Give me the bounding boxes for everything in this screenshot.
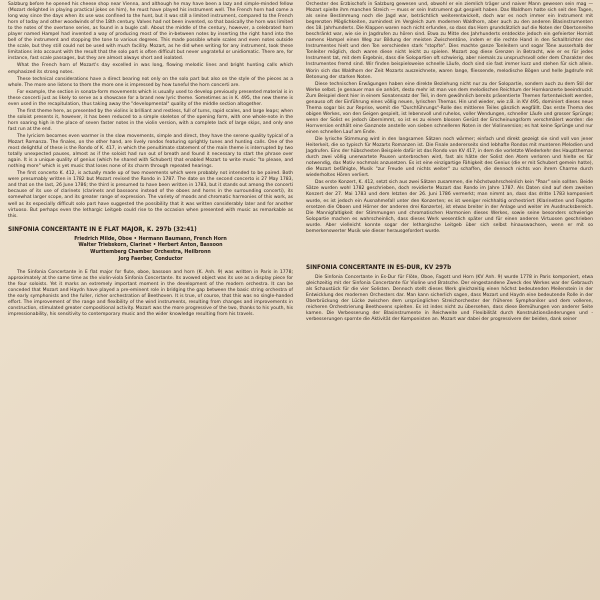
intro-paragraph: Diese technischen Erwägungen haben eine direkte Beziehung nicht nur zu der Solopartie, sondern auch zu dem Stil der Werke selbst. Je genauer man sie anhört, desto mehr ist man von dem melodischen Reichtum der Hornkonzerte beeindruckt. Zum Beispiel dient hier in einem Sonatensatz der Teil, in dem gewöhnlich bereits präsentierte Themen fortentwickelt werden, genauso oft der Einführung eines völlig neuen, lyrischen Themas. Hin und wieder, wie z.B. in KV 495, dominiert dieses neue Thema sogar bis zur Reprise, womit die "Durchführungs"-Rolle des mittleren Teiles gänzlich wegfällt. Das erste Thema des obigen Werkes, von den Geigen gespielt, ist lebensvoll und ruhelos, voller Wendungen, schneller Läufe und grosser Sprünge; wenn der Solist es jedoch übernimmt, so ist es zu einem blossen Gerüst der Erscheinungsform verschmälert worden: die Hornversion enthält eine Ganznote anstelle von sieben schnelleren Noten in der Violinversion; es hat keine Sprünge und nur einen schnellen Lauf am Ende. [306, 81, 593, 135]
english-column [8, 2, 293, 319]
body-paragraph: Die Sinfonia Concertante in Es-Dur für Flöte, Oboe, Fagott und Horn (KV Anh. 9) wurde 1778 in Paris komponiert, etwa gleichzeitig mit der Sinfonia Concertante für Violine und Bratsche. Der eingestandene Zweck des Werkes war der Gebrauch als Schaustück für die vier Solisten. Dennoch stellt dieses Werk gleichzeitig einen höchst bedeutenden Meilenstein in der Entwicklung des modernen Orchesters dar. Man kann sicherlich sagen, dass Mozart und Haydn eine bedeutende Rolle in der Überbrückung der Lücke zwischen dem ursprünglichen Streichorchester der früheren Symphoniker und dem volleren, reicheren Orchestrierung Beethovens spielten. Es ist indes nicht zu übersehen, dass diese Bemühungen von anderer Seite kamen. Die Verbesserung der Blasinstrumente in Reichweite und Flexibilität durch Konstruktionsänderungen und -verbesserungen spornte die Aktivität der Komponisten an. Mozart war dabei der progressivere der beiden, dank seiner [306, 274, 593, 323]
credit-line: Jorg Faerber, Conductor [118, 257, 183, 263]
intro-paragraph: Orchester des Erzbischofs in Salzburg gewesen und, obwohl er ein ziemlich träger und naiver Mann gewesen sein mag — Mozart spielte ihm manchen Streich — muss er sein Instrument gut gespielt haben. Das Waldhorn hatte sich seit den Tagen, als seine Bestimmung noch die Jagd war, beträchtlich weiterentwickelt, doch war es noch immer ein Instrument mit begrenzten Möglichkeiten, zumindest im Vergleich zum modernen Waldhorn, aber auch zu den anderen Blasinstrumenten des 18. Jahrhunderts. Die Klappen waren noch nicht erfunden, so dass das Horn grundsätzlich auf die Noten der Obertonreihe beschränkt war, wie sie in Jagdrufen zu hören sind. Etwa zu Mitte des Jahrhunderts entdeckte jedoch ein gefeierter Hornist namens Hampel einen Weg zur Bildung der meisten Zwischentöne, indem er die rechte Hand in den Schalltrichter des Instrumentes hielt und den Ton verschieden stark "stopfte". Dies machte ganze Tonleitern und sogar Töne ausserhalb der Tonleiter möglich, doch waren diese nicht leicht zu spielen. Mozart zog diese Grenzen in Betracht, wie er es für jedes Instrument tat, mit dem Ergebnis, dass die Solopartien oft schwierig, aber niemals zu unspruchsvoll oder dem Charakter des Instrumentes fremd sind. Wir finden beispielsweise schnelle Läufe, doch sind sie fast immer kurz und stehen für sich allein. Worin sich das Waldhorn der Zeit Mozarts auszeichnete, waren lange, fliessende, melodische Bögen und helle Jagdrufe mit Betonung der starken Noten. [306, 2, 593, 80]
section-spacer [306, 236, 593, 258]
section-heading: SINFONIA CONCERTANTE IN ES-DUR, KV 297b [306, 264, 452, 271]
intro-paragraph: The first concerto K. 412, is actually made up of two movements which were probably not intended to be paired. Both were presumably written in 1782 but Mozart revised the Rondo in 1787. The date on the second concerto is 27 May 1783, and that on the last, 26 June 1786; the third is presumed to have been written in 1783, but it stands out among the concerti because of its use of clarinets (clarinets and bassoons instead of the oboes and horns in the surrounding concerti), its somewhat larger scope, and its greater range of expression. The variety of moods and chromatic harmonies of this work, as well as its especially difficult solo part have suggested the possibility that it was written considerably later and for another virtuoso. But perhaps even the lethargic Leitgeb could rise to the occasion when presented with music as remarkable as this. [8, 171, 293, 219]
intro-paragraph: What the French horn of Mozart's day excelled in was long, flowing melodic lines and bright hunting calls which emphasized its strong notes. [8, 63, 293, 75]
german-column [306, 2, 593, 324]
intro-paragraph: Die lyrische Stimmung wird in den langsamen Sätzen noch wärmer; einfach und direkt gezeigt sie sind voll von jener Heiterkeit, die so typisch für Mozarts Romanzen ist. Die Finale andererseits sind lebhafte Rondos mit munteren Melodien und Jagdrufen. Eins der hübschesten Beispiele dafür ist das Rondo von KV 417, in dem die vorletzte Wiederkehr des Hauptthemas durch zwei völlig unerwartete Pausen unterbrochen wird, fast als hätte der Solist den Atem verloren und hielte es für notwendig, das Motiv nochmals anzusetzen. Es ist eine einzigartige Fähigkeit des Genius (die er mit Schubert gemein hatte), die Mozart befähigte, Musik "zur Freude und nichts weiter" zu schaffen, die dennoch nichts von ihrem Charme durch wiederholtes Hören verliert. [306, 137, 593, 179]
body-paragraph: The Sinfonia Concertante in E flat major for flute, oboe, bassoon and horn (K. Anh. 9) was written in Paris in 1778; approximately at the same time as the violin-viola Sinfonia Concertante. Its avowed object was its use as a display piece for the four soloists. Yet it marks an extremely important moment in the development of the modern orchestra. It can be conceded that Mozart and Haydn have played a pre-eminent role in bridging the gap between the basic string orchestra of the early symphonists and the fuller, richer orchestration of Beethoven. It is true, of course, that this was no single-handed effort. The improvement of the range and flexibility of the wind instruments, resulting from changes and improvements in construction, stimulated greater compositional activity. Mozart was the more progressive of the two, thanks to his youth, his impressionability, his sensitivity to contemporary music and the wider knowledge resulting from his travels. [8, 269, 293, 318]
performer-credits [8, 237, 293, 264]
credit-line: Walter Triebskorn, Clarinet • Herbert Anton, Bassoon [78, 243, 223, 249]
intro-paragraph: Salzburg before he opened his cheese shop near Vienna, and although he may have been a lazy and simple-minded fellow (Mozart delighted in playing practical jokes on him), he must have played his instrument well. The French horn had come a long way since the days when its use was confined to the hunt, but it was still a limited instrument, compared to the French horn of today and other woodwinds of the 18th century. Valves had not been invented, so that basically the horn was limited to the notes of the overtone series, as found in a bugle call. About the middle of the century, however, a celebrated horn player named Hampel had invented a way of producing most of the in-between notes by inserting the right hand into the bell of the instrument and stopping the tone to various degrees. This made possible whole scales and even notes outside the scale, but they still could not be used with much facility. Mozart, as he did when writing for any instrument, took these limitations into account with the result that the solo part is often difficult but never ungrateful or unidiomatic. There are, for instance, fast scale passages, but they are almost always short and isolated. [8, 2, 293, 62]
credit-line: Wurttemberg Chamber Orchestra, Heilbronn [90, 250, 211, 256]
intro-paragraph: Das erste Konzert, K. 412, setzt sich aus zwei Sätzen zusammen, die höchstwahrscheinlich kein "Paar" sein sollten. Beide Sätze wurden wohl 1782 geschrieben, doch revidierte Mozart das Rondo im Jahre 1787. Als Daten sind auf dem zweiten Konzert der 27. Mai 1783 und dem letzten der 26. Juni 1786 vermerkt; man nimmt an, dass das dritte 1783 komponiert wurde, es ist jedoch ein Ausnahmefall unter den Konzerten; es ist weniger reichhaltig orchestriert (Klarinetten und Fagotte ersetzen die Oboen und Hörner der anderen drei Konzerte), ist etwas breiter in der Anlage und weiter im Ausdrucksbereich. Die Mannigfaltigkeit der Stimmungen und chromatischen Harmonien dieses Werkes, sowie seine besonders schwierige Solopartie machen es wahrscheinlich, dass dieses Werk wesentlich später und für einen anderen Virtuosen geschrieben wurde. Aber vielleicht konnte sogar der lethargische Leitgeb über sich selbst hinauswachsen, wenn er mit so bemerkenswerter Musik wie dieser herausgefordert wurde. [306, 180, 593, 234]
intro-paragraph: For example, the section in sonata-form movements which is usually used to develop previously presented material is in these concerti just as likely to serve as a showcase for a brand new lyric theme. Sometimes as in K. 495, the new theme is even used in the recapitulation, thus taking away the "developmental" quality of the middle section altogether. [8, 89, 293, 107]
section-heading: SINFONIA CONCERTANTE IN E FLAT MAJOR, K. 297b (32:41) [8, 226, 197, 233]
intro-paragraph: The first theme here, as presented by the violins is brilliant and restless, full of turns, rapid scales, and large leaps; when the soloist presents it, however, it has been reduced to a simple skeleton of the opening form, with one whole-note in the horn soaring high in the place of seven faster notes in the violin version, with a complete lack of large skips, and only one fast run at the end. [8, 108, 293, 132]
intro-paragraph: These technical considerations have a direct bearing not only on the solo part but also on the style of the pieces as a whole. The more one listens to them the more one is impressed by how tuneful the horn concerti are. [8, 76, 293, 88]
credit-line: Friedrich Milde, Oboe • Hermann Baumann, French Horn [74, 236, 227, 242]
intro-paragraph: The lyricism becomes even warmer in the slow movements, simple and direct, they have the serene quality typical of a Mozart Romanza. The finales, on the other hand, are lively rondos featuring sprightly tunes and hunting calls. One of the most delightful of these is the Rondo of K. 417, in which the penultimate statement of the main theme is interrupted by two totally unexpected pauses, almost as if the soloist had run out of breath and found it necessary to start the phrase over again. It is a unique quality of genius (which he shared with Schubert) that enabled Mozart to write music "to please, and nothing more" which is yet music that loses none of its charm through repeated hearings. [8, 133, 293, 170]
